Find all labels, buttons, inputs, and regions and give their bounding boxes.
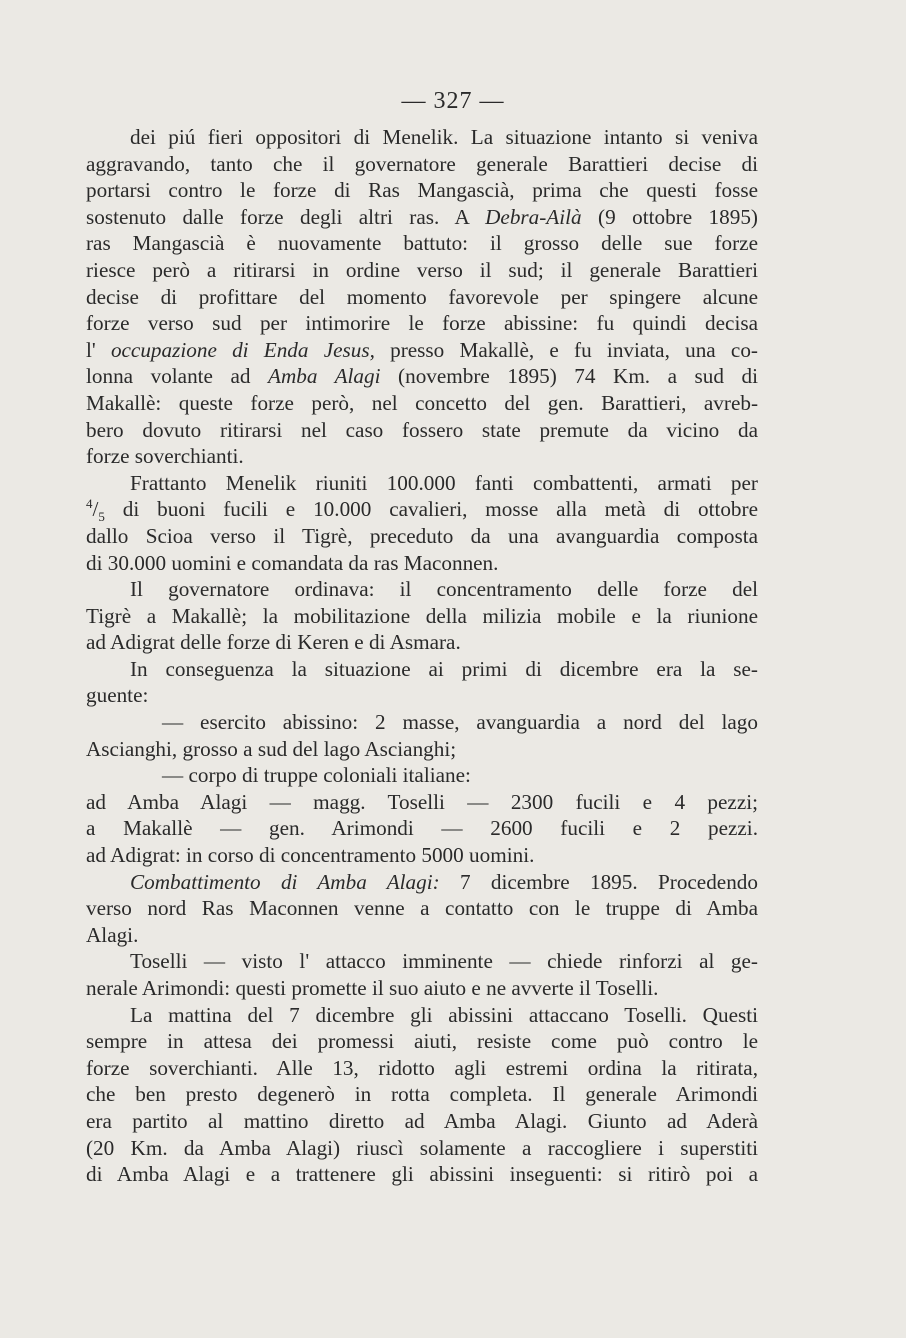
- line-text: Tigrè a Makallè; la mobilitazione della milizia mobile e la riunione: [86, 603, 758, 628]
- line-text: — esercito abissino: 2 masse, avanguardia a nord del lago: [162, 710, 758, 735]
- text-line: [86, 1055, 758, 1082]
- page-number: — 327 —: [401, 88, 505, 114]
- line-text: di 30.000 uomini e comandata da ras Maconnen.: [86, 550, 499, 575]
- text-line: [86, 656, 758, 683]
- line-text-after: 7 dicembre 1895. Procedendo: [439, 869, 758, 894]
- line-text-after: (9 ottobre 1895): [581, 204, 758, 229]
- line-text: era partito al mattino diretto ad Amba Alagi. Giunto ad Aderà: [86, 1108, 758, 1133]
- text-line: [86, 523, 758, 550]
- line-text: La mattina del 7 dicembre gli abissini attaccano Toselli. Questi: [130, 1002, 758, 1027]
- text-line: [86, 204, 758, 231]
- text-line: [86, 603, 758, 630]
- line-text: a Makallè — gen. Arimondi — 2600 fucili e 2 pezzi.: [86, 816, 758, 841]
- text-line: [86, 762, 758, 789]
- line-text: di buoni fucili e 10.000 cavalieri, mosse alla metà di ottobre: [104, 497, 758, 522]
- line-text: Ascianghi, grosso a sud del lago Ascianghi;: [86, 736, 457, 761]
- paragraph: [86, 762, 758, 789]
- text-line: [86, 975, 758, 1002]
- text-line: [86, 682, 758, 709]
- text-line: [86, 390, 758, 417]
- line-text: ad Amba Alagi — magg. Toselli — 2300 fucili e 4 pezzi;: [86, 789, 758, 814]
- line-text: ras Mangascià è nuovamente battuto: il grosso delle sue forze: [86, 231, 758, 256]
- line-text: decise di profittare del momento favorevole per spingere alcune: [86, 284, 758, 309]
- paragraph: [86, 576, 758, 656]
- paragraph: [86, 470, 758, 576]
- italic-text: Amba Alagi: [268, 364, 381, 389]
- line-text-after: (novembre 1895) 74 Km. a sud di: [380, 364, 759, 389]
- text-line: [86, 922, 758, 949]
- text-line: [86, 576, 758, 603]
- text-line: [86, 443, 758, 470]
- line-text: guente:: [86, 683, 149, 708]
- line-text: dei piú fieri oppositori di Menelik. La situazione intanto si veniva: [130, 125, 758, 149]
- text-line: [86, 363, 758, 390]
- line-text: sostenuto dalle forze degli altri ras. A: [86, 204, 486, 229]
- text-line: [86, 284, 758, 311]
- text-line: [86, 709, 758, 736]
- text-line: [86, 1161, 758, 1188]
- paragraph: [86, 789, 758, 869]
- line-text: forze verso sud per intimorire le forze abissine: fu quindi decisa: [86, 311, 758, 336]
- text-line: [86, 310, 758, 337]
- text-line: [86, 948, 758, 975]
- text-line: [86, 470, 758, 497]
- text-line: [86, 895, 758, 922]
- text-line: [86, 1108, 758, 1135]
- line-text: aggravando, tanto che il governatore generale Barattieri decise di: [86, 151, 758, 176]
- line-text: Frattanto Menelik riuniti 100.000 fanti combattenti, armati per: [130, 470, 758, 495]
- fraction-numerator: 4: [86, 496, 93, 512]
- line-text: sempre in attesa dei promessi aiuti, resiste come può contro le: [86, 1029, 758, 1054]
- line-text: ad Adigrat delle forze di Keren e di Asmara.: [86, 630, 461, 655]
- text-line: [86, 151, 758, 178]
- line-text-after: presso Makallè, e fu inviata, una co-: [374, 337, 758, 362]
- text-line: [86, 230, 758, 257]
- text-line: [86, 550, 758, 577]
- paragraph: [86, 124, 758, 470]
- text-line: [86, 337, 758, 364]
- body-text: [86, 124, 758, 1188]
- line-text: lonna volante ad: [86, 364, 269, 389]
- line-text: (20 Km. da Amba Alagi) riuscì solamente a raccogliere i superstiti: [86, 1135, 758, 1160]
- line-text: — corpo di truppe coloniali italiane:: [162, 763, 471, 788]
- paragraph: [86, 948, 758, 1001]
- text-line: [86, 417, 758, 444]
- text-line: [86, 629, 758, 656]
- line-text: nerale Arimondi: questi promette il suo aiuto e ne avverte il Toselli.: [86, 976, 659, 1000]
- line-text: Toselli — visto l' attacco imminente — chiede rinforzi al ge-: [130, 949, 758, 974]
- text-line: [86, 842, 758, 869]
- fraction-denominator: 5: [98, 509, 105, 525]
- text-line: [86, 1081, 758, 1108]
- text-line: [86, 869, 758, 896]
- line-text: che ben presto degenerò in rotta completa. Il generale Arimondi: [86, 1082, 758, 1107]
- paragraph: [86, 709, 758, 762]
- text-line: [86, 736, 758, 763]
- text-line: [86, 1135, 758, 1162]
- paragraph: [86, 869, 758, 949]
- line-text: verso nord Ras Maconnen venne a contatto con le truppe di Amba: [86, 896, 758, 921]
- line-text: l': [86, 337, 111, 362]
- line-text: Makallè: queste forze però, nel concetto del gen. Barattieri, avreb-: [86, 390, 758, 415]
- paragraph: [86, 1002, 758, 1188]
- line-text: dallo Scioa verso il Tigrè, preceduto da una avanguardia composta: [86, 523, 758, 548]
- line-text: forze soverchianti.: [86, 444, 244, 469]
- line-text: portarsi contro le forze di Ras Mangascià, prima che questi fosse: [86, 178, 758, 203]
- text-line: $^4/_5$ di buoni fucili e 10.000 cavalieri, mosse alla metà di ottobre: [86, 496, 758, 525]
- text-line: [86, 257, 758, 284]
- line-text: riesce però a ritirarsi in ordine verso il sud; il generale Barattieri: [86, 257, 758, 282]
- line-text: bero dovuto ritirarsi nel caso fossero state premute da vicino da: [86, 417, 758, 442]
- line-text: Alagi.: [86, 922, 139, 947]
- text-line: [86, 789, 758, 816]
- paragraph: [86, 656, 758, 709]
- line-text: Il governatore ordinava: il concentramento delle forze del: [130, 577, 758, 602]
- line-text: forze soverchianti. Alle 13, ridotto agli estremi ordina la ritirata,: [86, 1055, 758, 1080]
- italic-text: Combattimento di Amba Alagi:: [130, 869, 440, 894]
- italic-text: occupazione di Enda Jesus,: [110, 337, 375, 362]
- text-line: [86, 1002, 758, 1029]
- text-line: [86, 124, 758, 151]
- italic-text: Debra-Ailà: [485, 204, 582, 229]
- line-text: di Amba Alagi e a trattenere gli abissini inseguenti: si ritirò poi a: [86, 1162, 758, 1187]
- text-line: [86, 177, 758, 204]
- text-line: [86, 1028, 758, 1055]
- line-text: In conseguenza la situazione ai primi di dicembre era la se-: [130, 656, 758, 681]
- text-line: [86, 815, 758, 842]
- line-text: ad Adigrat: in corso di concentramento 5000 uomini.: [86, 843, 535, 868]
